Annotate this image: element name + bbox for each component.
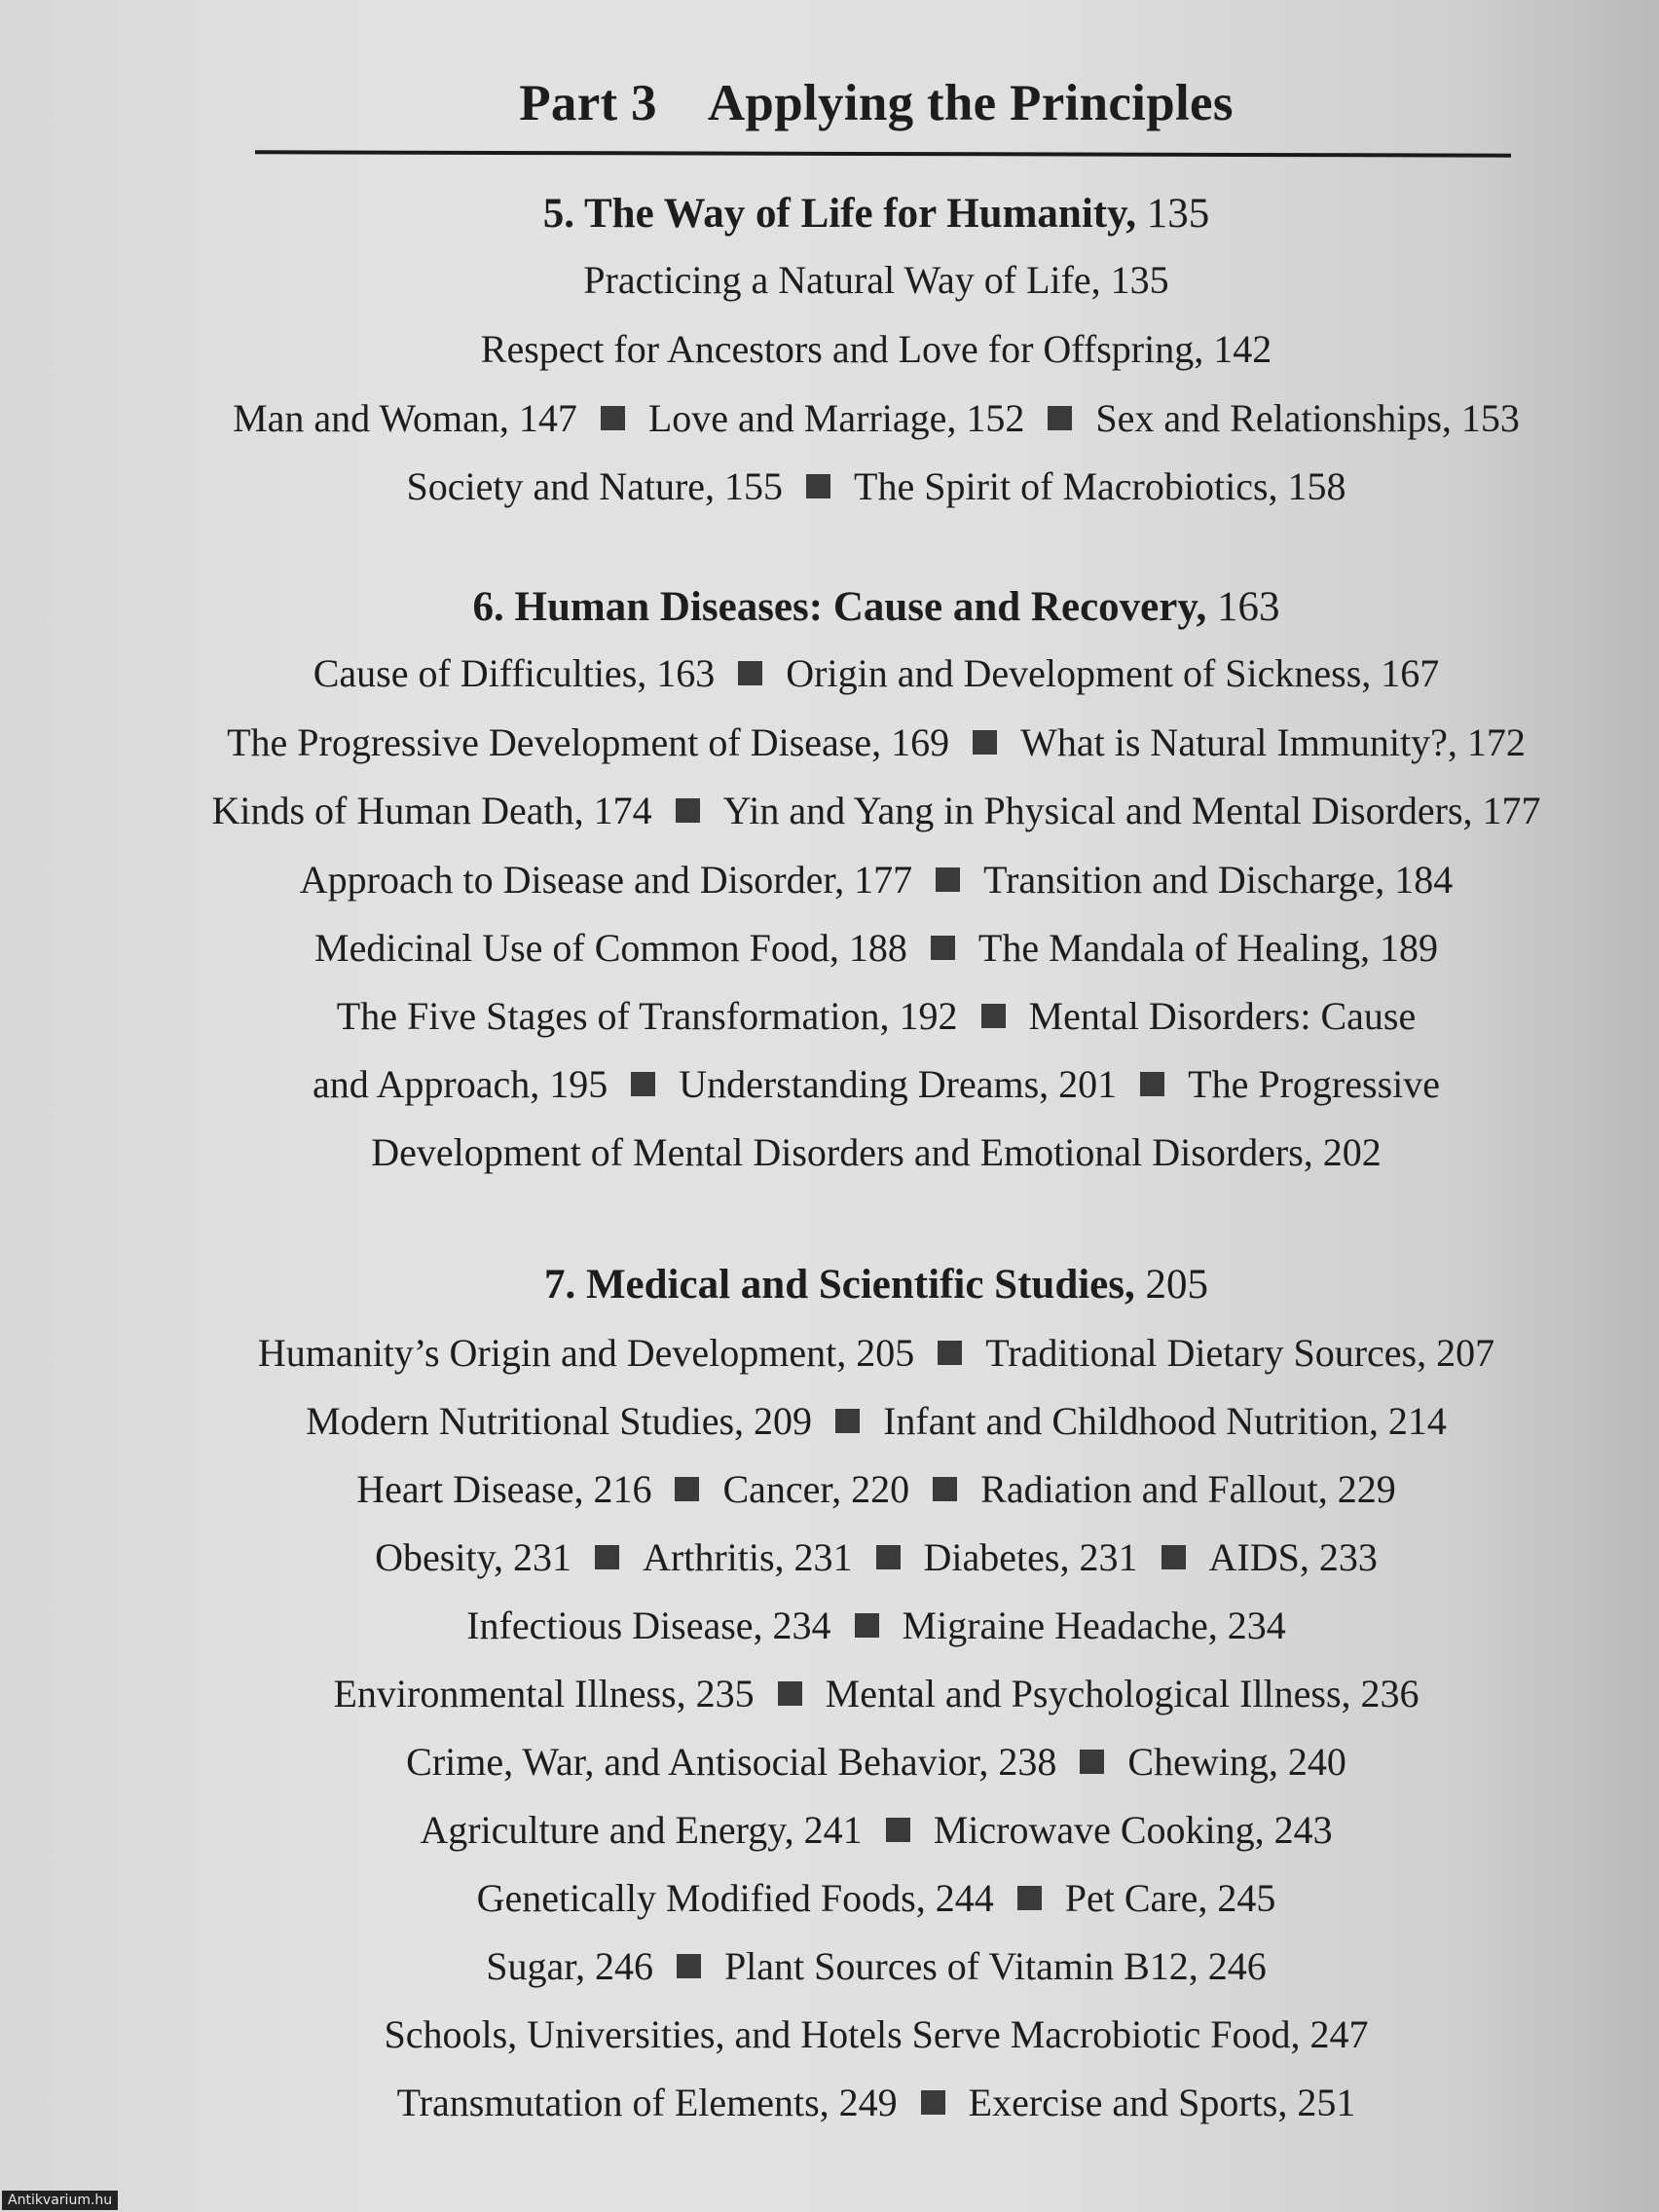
toc-entry: Radiation and Fallout, 229 (980, 1467, 1396, 1511)
toc-line (0, 650, 1659, 697)
toc-line (0, 1671, 1659, 1717)
square-bullet-icon (876, 1545, 901, 1569)
square-bullet-icon (936, 867, 960, 892)
square-bullet-icon (677, 1954, 701, 1978)
square-bullet-icon (778, 1681, 802, 1706)
toc-line (0, 2011, 1659, 2058)
toc-line (0, 788, 1659, 834)
toc-entry: Environmental Illness, 235 (333, 1672, 755, 1715)
toc-entry: Approach to Disease and Disorder, 177 (299, 858, 913, 902)
chapter-page-number: 205 (1145, 1262, 1209, 1308)
toc-entry: The Progressive Development of Disease, 169 (227, 720, 950, 764)
toc-line (0, 1534, 1659, 1581)
toc-line (0, 993, 1659, 1040)
part-heading (0, 74, 1659, 132)
square-bullet-icon (1080, 1750, 1104, 1774)
square-bullet-icon (933, 1477, 957, 1501)
toc-entry: Genetically Modified Foods, 244 (476, 1876, 994, 1920)
toc-line (0, 1398, 1659, 1445)
toc-entry: Understanding Dreams, 201 (679, 1062, 1118, 1106)
square-bullet-icon (938, 1341, 962, 1365)
square-bullet-icon (921, 2090, 945, 2115)
toc-entry: Crime, War, and Antisocial Behavior, 238 (406, 1740, 1057, 1784)
toc-entry: Yin and Yang in Physical and Mental Disorders, 177 (722, 789, 1541, 832)
toc-entry: Schools, Universities, and Hotels Serve Macrobiotic Food, 247 (384, 2012, 1369, 2056)
toc-entry: Transition and Discharge, 184 (983, 858, 1454, 902)
square-bullet-icon (973, 730, 997, 755)
toc-entry: The Five Stages of Transformation, 192 (336, 994, 958, 1038)
square-bullet-icon (738, 661, 762, 685)
toc-entry: Development of Mental Disorders and Emotional Disorders, 202 (371, 1130, 1382, 1174)
toc-entry: Chewing, 240 (1127, 1740, 1346, 1784)
toc-line (0, 257, 1659, 304)
square-bullet-icon (1017, 1886, 1042, 1910)
chapter-page-number: 135 (1146, 191, 1210, 237)
toc-line (0, 1466, 1659, 1513)
part-label: Part 3 (519, 75, 657, 131)
square-bullet-icon (595, 1545, 619, 1569)
toc-line (0, 1129, 1659, 1176)
chapter-heading (0, 584, 1659, 631)
toc-entry: Love and Marriage, 152 (647, 396, 1025, 440)
toc-line (0, 857, 1659, 903)
square-bullet-icon (631, 1072, 655, 1096)
part-title: Applying the Principles (707, 75, 1234, 131)
toc-entry: Modern Nutritional Studies, 209 (306, 1399, 813, 1443)
toc-entry: Man and Woman, 147 (233, 396, 577, 440)
toc-line (0, 1603, 1659, 1649)
square-bullet-icon (981, 1004, 1006, 1028)
square-bullet-icon (1140, 1072, 1164, 1096)
toc-entry: The Spirit of Macrobiotics, 158 (854, 464, 1346, 508)
toc-entry: Microwave Cooking, 243 (933, 1808, 1333, 1852)
toc-entry: Diabetes, 231 (923, 1535, 1138, 1579)
toc-entry: The Progressive (1188, 1062, 1440, 1106)
toc-entry: Agriculture and Energy, 241 (420, 1808, 863, 1852)
toc-entry: Exercise and Sports, 251 (968, 2081, 1356, 2124)
toc-entry: Origin and Development of Sickness, 167 (786, 651, 1440, 695)
toc-line (0, 1330, 1659, 1377)
toc-entry: Cause of Difficulties, 163 (313, 651, 716, 695)
watermark: Antikvarium.hu (2, 2191, 118, 2210)
chapter-title: 5. The Way of Life for Humanity, (542, 191, 1136, 237)
chapter-page-number: 163 (1216, 584, 1280, 630)
toc-line (0, 719, 1659, 766)
chapter-heading (0, 191, 1659, 238)
toc-entry: Cancer, 220 (722, 1467, 910, 1511)
toc-entry: Practicing a Natural Way of Life, 135 (583, 258, 1169, 302)
toc-entry: Kinds of Human Death, 174 (211, 789, 652, 832)
square-bullet-icon (1048, 406, 1072, 430)
toc-entry: Plant Sources of Vitamin B12, 246 (723, 1944, 1267, 1988)
toc-entry: AIDS, 233 (1208, 1535, 1378, 1579)
toc-entry: Mental and Psychological Illness, 236 (825, 1672, 1419, 1715)
toc-entry: Arthritis, 231 (643, 1535, 853, 1579)
toc-line (0, 395, 1659, 442)
toc-line (0, 1061, 1659, 1108)
square-bullet-icon (675, 1477, 699, 1501)
toc-entry: Society and Nature, 155 (406, 464, 784, 508)
toc-line (0, 2080, 1659, 2126)
toc-line (0, 326, 1659, 373)
toc-line (0, 1739, 1659, 1786)
square-bullet-icon (676, 798, 700, 823)
toc-entry: Medicinal Use of Common Food, 188 (314, 926, 907, 970)
chapter-title: 7. Medical and Scientific Studies, (543, 1262, 1135, 1308)
toc-entry: Humanity’s Origin and Development, 205 (257, 1331, 915, 1375)
toc-line (0, 1807, 1659, 1854)
square-bullet-icon (886, 1818, 910, 1842)
chapter-heading (0, 1262, 1659, 1309)
square-bullet-icon (806, 474, 830, 498)
toc-entry: Traditional Dietary Sources, 207 (985, 1331, 1495, 1375)
toc-entry: Sugar, 246 (486, 1944, 653, 1988)
toc-entry: Infant and Childhood Nutrition, 214 (883, 1399, 1447, 1443)
square-bullet-icon (1161, 1545, 1186, 1569)
toc-line (0, 1943, 1659, 1990)
toc-entry: The Mandala of Healing, 189 (977, 926, 1438, 970)
toc-entry: What is Natural Immunity?, 172 (1020, 720, 1526, 764)
square-bullet-icon (931, 936, 955, 960)
toc-line (0, 925, 1659, 972)
square-bullet-icon (855, 1613, 879, 1638)
toc-line (0, 463, 1659, 510)
square-bullet-icon (835, 1409, 860, 1433)
toc-entry: Obesity, 231 (375, 1535, 571, 1579)
toc-entry: Infectious Disease, 234 (466, 1604, 831, 1647)
toc-line (0, 1875, 1659, 1922)
toc-entry: and Approach, 195 (313, 1062, 608, 1106)
toc-entry: Mental Disorders: Cause (1028, 994, 1417, 1038)
square-bullet-icon (601, 406, 625, 430)
toc-entry: Migraine Headache, 234 (902, 1604, 1286, 1647)
chapter-title: 6. Human Diseases: Cause and Recovery, (472, 584, 1207, 630)
heading-rule (255, 150, 1511, 157)
toc-entry: Heart Disease, 216 (356, 1467, 652, 1511)
toc-entry: Transmutation of Elements, 249 (396, 2081, 898, 2124)
toc-entry: Sex and Relationships, 153 (1095, 396, 1520, 440)
toc-entry: Pet Care, 245 (1064, 1876, 1276, 1920)
toc-entry: Respect for Ancestors and Love for Offspring, 142 (480, 327, 1272, 371)
